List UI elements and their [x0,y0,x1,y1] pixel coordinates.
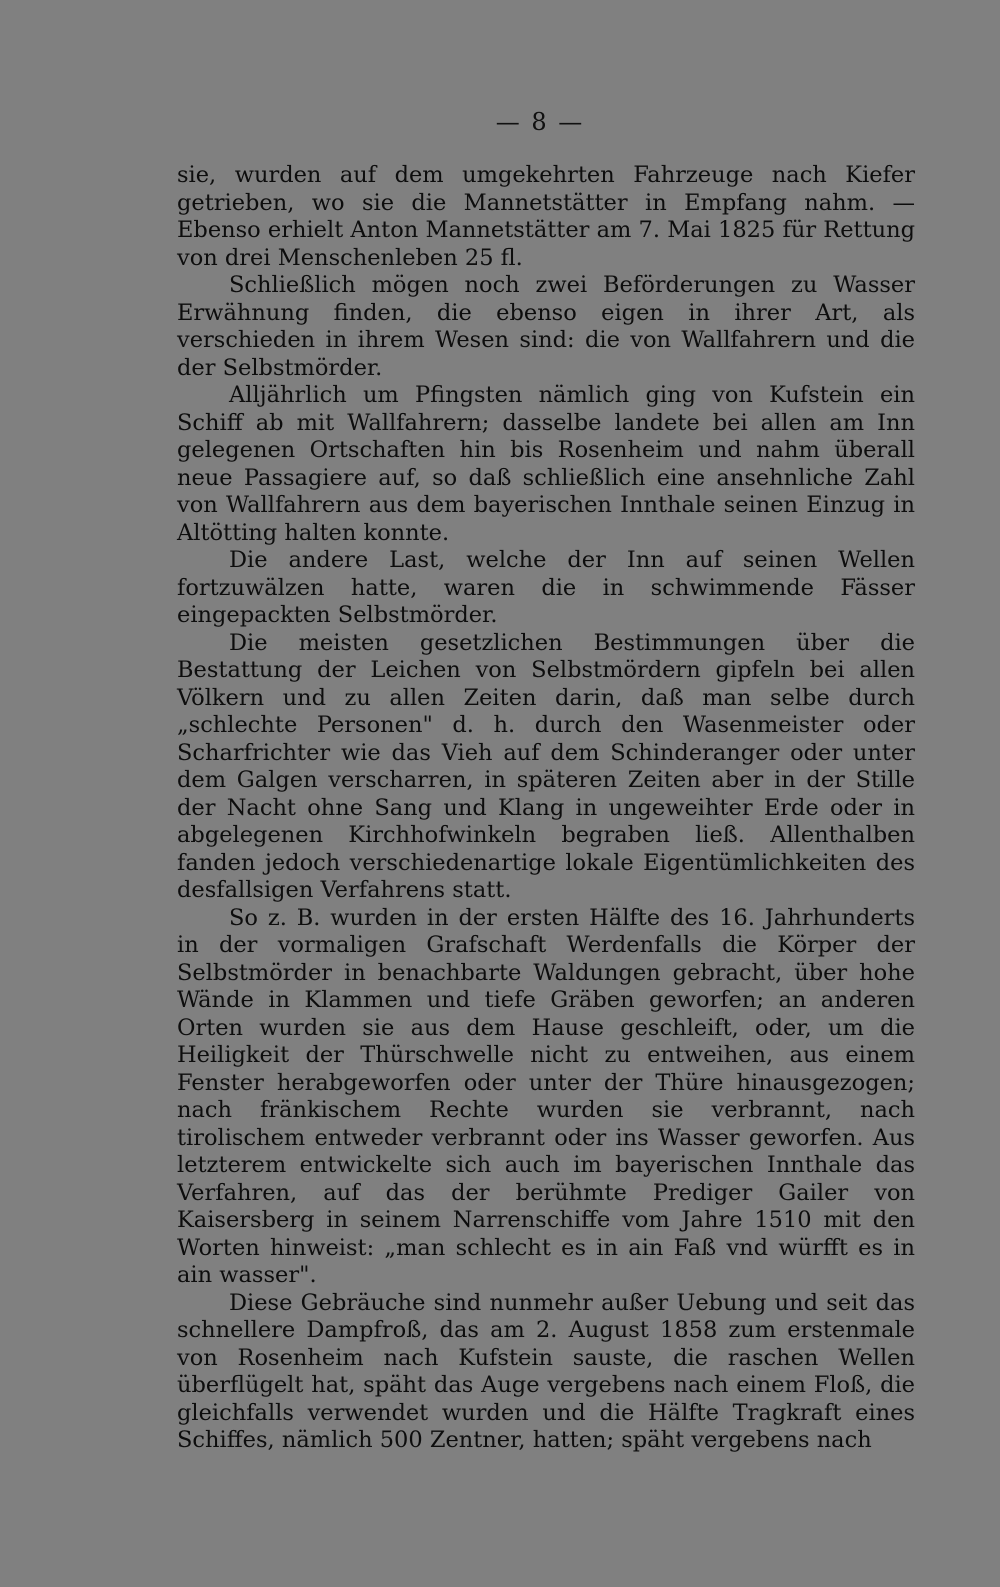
body-text [177,162,915,1455]
paragraph-6: So z. B. wurden in der ersten Hälfte des 16. Jahrhunderts in der vormaligen Grafschaft Werdenfalls die Körper der Selbstmörder in benachbarte Waldungen gebracht, über hohe Wände in Klammen und tiefe Gräben geworfen; an anderen Orten wurden sie aus dem Hause geschleift, oder, um die Heiligkeit der Thürschwelle nicht zu entweihen, aus einem Fenster herabgeworfen oder unter der Thüre hinausgezogen; nach fränkischem Rechte wurden sie verbrannt, nach tirolischem entweder verbrannt oder ins Wasser geworfen. Aus letzterem entwickelte sich auch im bayerischen Innthale das Verfahren, auf das der berühmte Prediger Gailer von Kaisersberg in seinem Narrenschiffe vom Jahre 1510 mit den Worten hinweist: „man schlecht es in ain Faß vnd würfft es in ain wasser". [177,904,915,1288]
paragraph-3: Alljährlich um Pfingsten nämlich ging von Kufstein ein Schiff ab mit Wallfahrern; dasselbe landete bei allen am Inn gelegenen Ortschaften hin bis Rosenheim und nahm überall neue Passagiere auf, so daß schließlich eine ansehnliche Zahl von Wallfahrern aus dem bayerischen Innthale seinen Einzug in Altötting halten konnte. [177,382,915,546]
page-number: — 8 — [495,108,585,136]
paragraph-7: Diese Gebräuche sind nunmehr außer Uebung und seit das schnellere Dampfroß, das am 2. August 1858 zum erstenmale von Rosenheim nach Kufstein sauste, die raschen Wellen überflügelt hat, späht das Auge vergebens nach einem Floß, die gleichfalls verwendet wurden und die Hälfte Tragkraft eines Schiffes, nämlich 500 Zentner, hatten; späht vergebens nach [177,1289,915,1453]
paragraph-1: sie, wurden auf dem umgekehrten Fahrzeuge nach Kiefer getrieben, wo sie die Mannetstätter in Empfang nahm. — Ebenso erhielt Anton Mannetstätter am 7. Mai 1825 für Rettung von drei Menschenleben 25 fl. [177,162,915,271]
paragraph-5: Die meisten gesetzlichen Bestimmungen über die Bestattung der Leichen von Selbstmördern gipfeln bei allen Völkern und zu allen Zeiten darin, daß man selbe durch „schlechte Personen" d. h. durch den Wasenmeister oder Scharfrichter wie das Vieh auf dem Schinderanger oder unter dem Galgen verscharren, in späteren Zeiten aber in der Stille der Nacht ohne Sang und Klang in ungeweihter Erde oder in abgelegenen Kirchhofwinkeln begraben ließ. Allenthalben fanden jedoch verschiedenartige lokale Eigentümlichkeiten des desfallsigen Verfahrens statt. [177,629,915,903]
paragraph-2: Schließlich mögen noch zwei Beförderungen zu Wasser Erwähnung finden, die ebenso eigen in ihrer Art, als verschieden in ihrem Wesen sind: die von Wallfahrern und die der Selbstmörder. [177,272,915,381]
paragraph-4: Die andere Last, welche der Inn auf seinen Wellen fortzuwälzen hatte, waren die in schwimmende Fässer eingepackten Selbstmörder. [177,547,915,628]
